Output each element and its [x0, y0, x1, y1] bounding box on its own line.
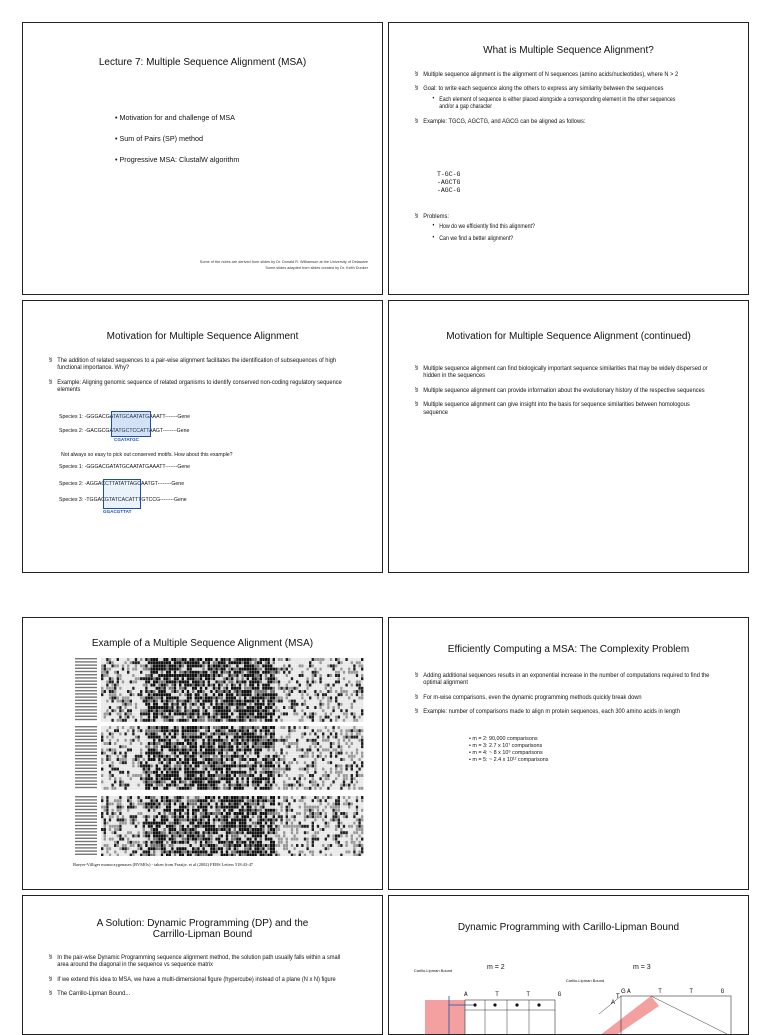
- list-item: § Goal: to write each sequence along the others to express any similarity between the sequences • Each element of sequence is either placed alongside a corresponding element in the other sequences and/or a gap character: [415, 85, 710, 110]
- bullet-list: [49, 954, 370, 1005]
- bullet-list: [415, 365, 736, 423]
- list-item: • m = 4: ~ 8 x 10⁹ comparisons: [469, 750, 549, 757]
- slide-what-is-msa: [388, 22, 749, 295]
- alignment-example: T-GC-G -AGCTG -AGC-G: [437, 171, 461, 194]
- list-item: • Can we find a better alignment?: [432, 235, 688, 242]
- bound-label: Carillo-Lipman Bound: [565, 978, 605, 983]
- slide-title: Lecture 7: Multiple Sequence Alignment (MSA): [98, 57, 307, 68]
- question-text: Not always so easy to pick out conserved motifs. How about this example?: [61, 452, 233, 458]
- list-item: § If we extend this idea to MSA, we have a multi-dimensional figure (hypercube) instead of a plane (N x N) figure: [49, 976, 344, 983]
- bullet-list: [415, 672, 736, 723]
- list-item: § Multiple sequence alignment can give insight into the basis for sequence similarities between homologous sequence: [415, 401, 710, 416]
- sequence-header: A T T G: [627, 988, 737, 995]
- axis-letter: G: [621, 989, 626, 995]
- axis-letter: T: [616, 994, 620, 1000]
- alignment-figure: [75, 658, 365, 856]
- list-item: § Problems: • How do we efficiently find this alignment? • Can we find a better alignment?: [415, 213, 710, 242]
- dp-grid-figure: [389, 896, 749, 1035]
- list-item: • m = 2: 90,000 comparisons: [469, 736, 549, 743]
- species-1-sequence: Species 1: -GGGACGATATGCAATATGAAATT-------Gene: [59, 414, 191, 420]
- list-item: § Example: number of comparisons made to align m protein sequences, each 300 amino acids in length: [415, 708, 710, 715]
- list-item: § The Carrillo-Lipman Bound...: [49, 990, 344, 997]
- bound-label: Carillo-Lipman Bound: [413, 968, 453, 973]
- list-item: § For m-wise comparisons, even the dynamic programming methods quickly break down: [415, 694, 710, 701]
- bullet-list: [49, 357, 370, 401]
- bound-region: [599, 996, 659, 1035]
- species-2-sequence: Species 2: -AGGACCTTATATTAGCAATGT--------Gene: [59, 481, 185, 487]
- m2-label: m = 2: [487, 964, 505, 971]
- problem-list: [415, 213, 736, 249]
- list-item: • m = 5: ~ 2.4 x 10¹² comparisons: [469, 757, 549, 764]
- motif-label: CGATATGC: [114, 437, 140, 442]
- slide-msa-example: [22, 617, 383, 890]
- slide-title: Efficiently Computing a MSA: The Complexity Problem: [447, 644, 690, 655]
- slide-title: Motivation for Multiple Sequence Alignment (continued): [446, 331, 691, 342]
- motif-highlight: [103, 479, 141, 509]
- species-1-sequence: Species 1: -GGGACGATATGCAATATGAAATT-------Gene: [59, 464, 191, 470]
- species-3-sequence: Species 3: -TGGACGTATCACATTTGTCCG--------Gene: [59, 497, 187, 503]
- figure-caption: Baeyer-Villiger monooxygenases (BVMOs) - taken from Fraaije, et al (2002) FEBS Letters 518:43-47: [73, 862, 253, 867]
- list-item: • Each element of sequence is either placed alongside a corresponding element in the other sequences and/or a gap character: [432, 96, 688, 111]
- list-item: § The addition of related sequences to a pair-wise alignment facilitates the identification of subsequences of high functional importance. Why?: [49, 357, 344, 372]
- list-item: • m = 3: 2.7 x 10⁷ comparisons: [469, 743, 549, 750]
- topic-list: [115, 113, 239, 176]
- comparison-list: [469, 736, 549, 764]
- slide-carillo-lipman: [388, 895, 749, 1035]
- list-item: • Sum of Pairs (SP) method: [115, 134, 239, 143]
- list-item: • Motivation for and challenge of MSA: [115, 113, 239, 122]
- list-item: § Example: TGCG, AGCTG, and AGCG can be aligned as follows:: [415, 118, 710, 125]
- slide-dp-solution: [22, 895, 383, 1035]
- list-item: § Multiple sequence alignment is the alignment of N sequences (amino acids/nucleotides), where N > 2: [415, 71, 710, 78]
- list-item: § Multiple sequence alignment can find biologically important sequence similarities that may be widely dispersed or hidden in the sequences: [415, 365, 710, 380]
- credit-note: Some of the notes are derived from slides by Dr. Donald R. Williamson at the University of Delaware Some slides adapted from slides created by Dr. Keith Dunker: [199, 260, 368, 270]
- slide-motivation-continued: [388, 300, 749, 573]
- slide-title: Dynamic Programming with Carillo-Lipman Bound: [457, 922, 680, 933]
- species-2-sequence: Species 2: -GACGCGATATGCTCCATTAAGT--------Gene: [59, 428, 190, 434]
- list-item: § Example: Aligning genomic sequence of related organisms to identify conserved non-coding regulatory sequence elements: [49, 379, 344, 394]
- motif-highlight: [111, 411, 151, 437]
- slide-complexity: [388, 617, 749, 890]
- slide-title: A Solution: Dynamic Programming (DP) and the Carrillo-Lipman Bound: [96, 918, 309, 940]
- list-item: • How do we efficiently find this alignment?: [432, 223, 688, 230]
- slide-title: What is Multiple Sequence Alignment?: [483, 45, 654, 56]
- slide-lecture-title: [22, 22, 383, 295]
- list-item: § Adding additional sequences results in an exponential increase in the number of computations required to find the optimal alignment: [415, 672, 710, 687]
- m3-label: m = 3: [633, 964, 651, 971]
- slide-title: Motivation for Multiple Sequence Alignment: [106, 331, 299, 342]
- slide-motivation: [22, 300, 383, 573]
- list-item: § Multiple sequence alignment can provide information about the evolutionary history of the respective sequences: [415, 387, 710, 394]
- list-item: § In the pair-wise Dynamic Programming sequence alignment method, the solution path usually falls within a small area around the diagonal in the sequence vs sequence matrix: [49, 954, 344, 969]
- slide-title: Example of a Multiple Sequence Alignment (MSA): [91, 638, 314, 649]
- bullet-list: [415, 71, 736, 132]
- axis-letter: A: [611, 1000, 616, 1006]
- list-item: • Progressive MSA: ClustalW algorithm: [115, 155, 239, 164]
- sequence-header: A T T G: [464, 991, 574, 998]
- motif-label: GGACGTTAT: [103, 509, 132, 514]
